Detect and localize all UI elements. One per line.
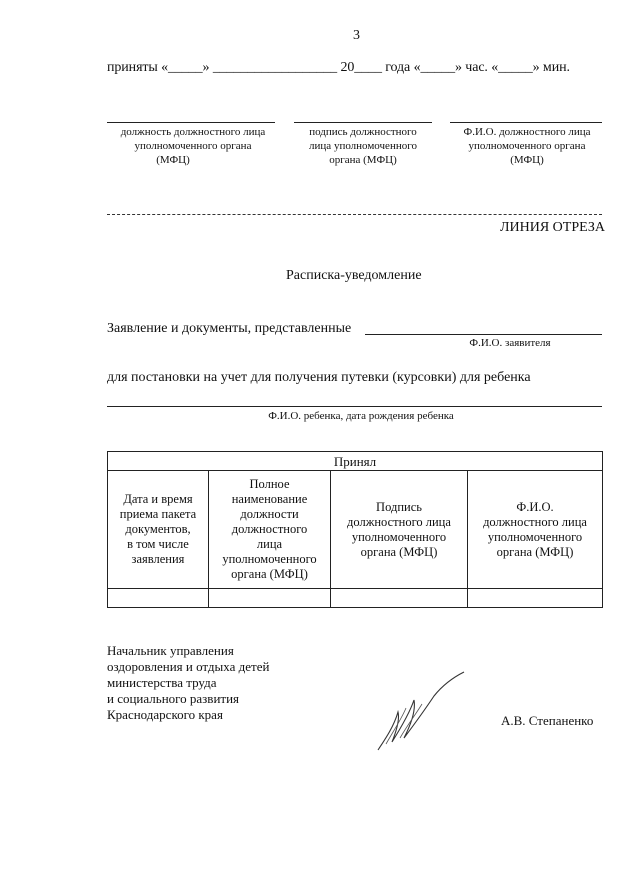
table-empty-row (108, 589, 603, 608)
table-row (108, 471, 603, 589)
child-caption: Ф.И.О. ребенка, дата рождения ребенка (268, 410, 454, 422)
submitted-label: Заявление и документы, представленные (107, 321, 352, 336)
signatory-title: Начальник управления оздоровления и отдыха детей министерства труда и социального развития Краснодарского края (107, 643, 270, 722)
fio-caption: Ф.И.О. должностного лица уполномоченного органа (МФЦ) (463, 126, 591, 166)
receipt-table (107, 451, 603, 608)
child-line (107, 406, 602, 407)
fio-line (450, 122, 602, 123)
column-date-time: Дата и время приема пакета документов, в том числе заявления (108, 471, 209, 589)
cut-line (107, 214, 602, 215)
position-line (107, 122, 275, 123)
signature-line (294, 122, 432, 123)
column-fio: Ф.И.О. должностного лица уполномоченного органа (МФЦ) (468, 471, 603, 589)
table-cell (331, 589, 468, 608)
table-cell (108, 589, 209, 608)
signatory-name: А.В. Степаненко (501, 713, 594, 728)
applicant-caption: Ф.И.О. заявителя (469, 337, 551, 349)
receipt-title: Расписка-уведомление (286, 268, 422, 283)
column-position: Полное наименование должности должностного лица уполномоченного органа (МФЦ) (209, 471, 331, 589)
position-caption: должность должностного лица уполномоченного органа (МФЦ) (120, 126, 266, 166)
table-cell (468, 589, 603, 608)
cut-line-label: ЛИНИЯ ОТРЕЗА (500, 220, 605, 235)
table-cell (209, 589, 331, 608)
column-signature: Подпись должностного лица уполномоченного органа (МФЦ) (331, 471, 468, 589)
page-number: 3 (353, 28, 360, 43)
table-header: Принял (108, 452, 603, 471)
applicant-line (365, 334, 602, 335)
signature-caption: подпись должностного лица уполномоченного органа (МФЦ) (309, 126, 417, 166)
handwritten-signature (372, 668, 472, 758)
table-header-row (108, 452, 603, 471)
purpose-text: для постановки на учет для получения путевки (курсовки) для ребенка (107, 370, 531, 385)
accepted-date-line: приняты «_____» __________________ 20____ года «_____» час. «_____» мин. (107, 60, 570, 75)
